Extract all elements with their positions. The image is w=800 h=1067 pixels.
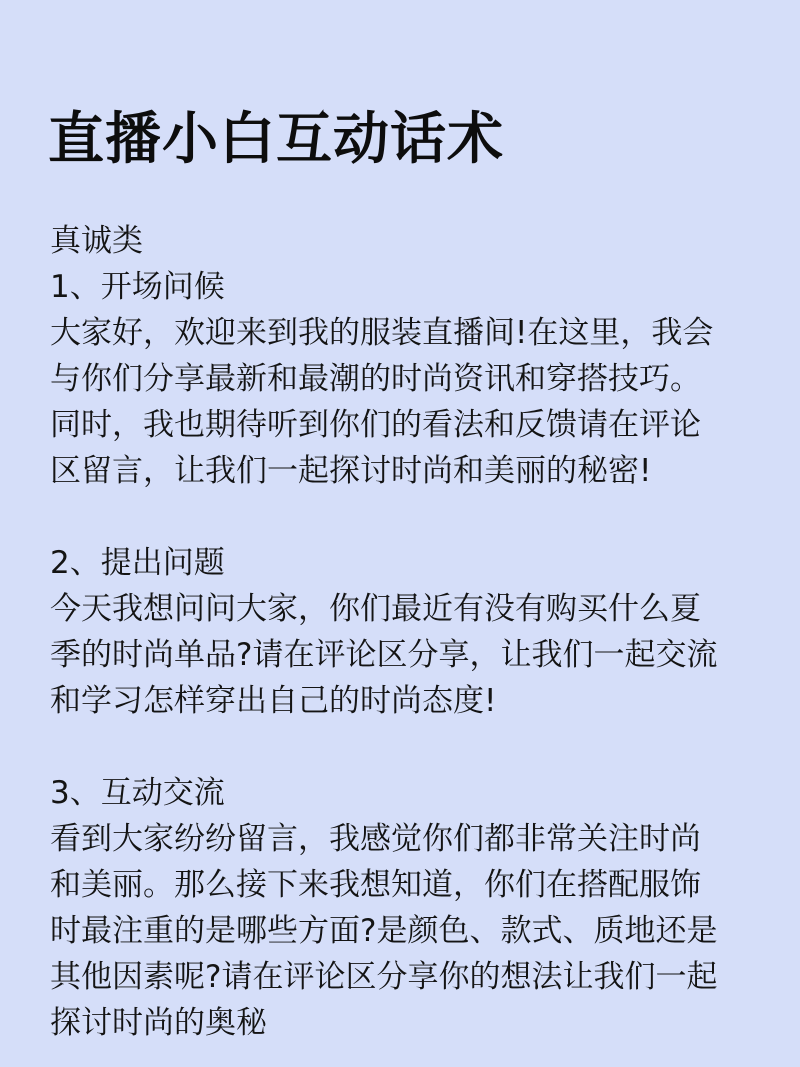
page-title: 直播小白互动话术 [48,107,504,172]
section-opening-greeting [50,264,768,494]
section-heading: 3、互动交流 [50,775,225,811]
document-body [50,218,768,1046]
section-spacer [50,724,768,770]
paragraph-line: 其他因素呢?请在评论区分享你的想法让我们一起 [50,959,718,995]
paragraph-line: 时最注重的是哪些方面?是颜色、款式、质地还是 [50,913,718,949]
paragraph-line: 季的时尚单品?请在评论区分享，让我们一起交流 [50,637,718,673]
section-heading: 1、开场问候 [50,269,225,305]
paragraph-line: 同时，我也期待听到你们的看法和反馈请在评论 [50,407,701,443]
paragraph-line: 今天我想问问大家，你们最近有没有购买什么夏 [50,591,701,627]
section-heading: 2、提出问题 [50,545,225,581]
paragraph-line: 区留言，让我们一起探讨时尚和美丽的秘密! [50,453,652,489]
paragraph-line: 大家好，欢迎来到我的服装直播间!在这里，我会 [50,315,714,351]
paragraph-line: 看到大家纷纷留言，我感觉你们都非常关注时尚 [50,821,701,857]
paragraph-line: 和美丽。那么接下来我想知道，你们在搭配服饰 [50,867,701,903]
paragraph-line: 与你们分享最新和最潮的时尚资讯和穿搭技巧。 [50,361,701,397]
paragraph-line: 和学习怎样穿出自己的时尚态度! [50,683,497,719]
paragraph-line: 探讨时尚的奥秘 [50,1005,267,1041]
category-label: 真诚类 [50,223,143,259]
section-interaction [50,770,768,1046]
section-ask-question [50,540,768,724]
section-spacer [50,494,768,540]
